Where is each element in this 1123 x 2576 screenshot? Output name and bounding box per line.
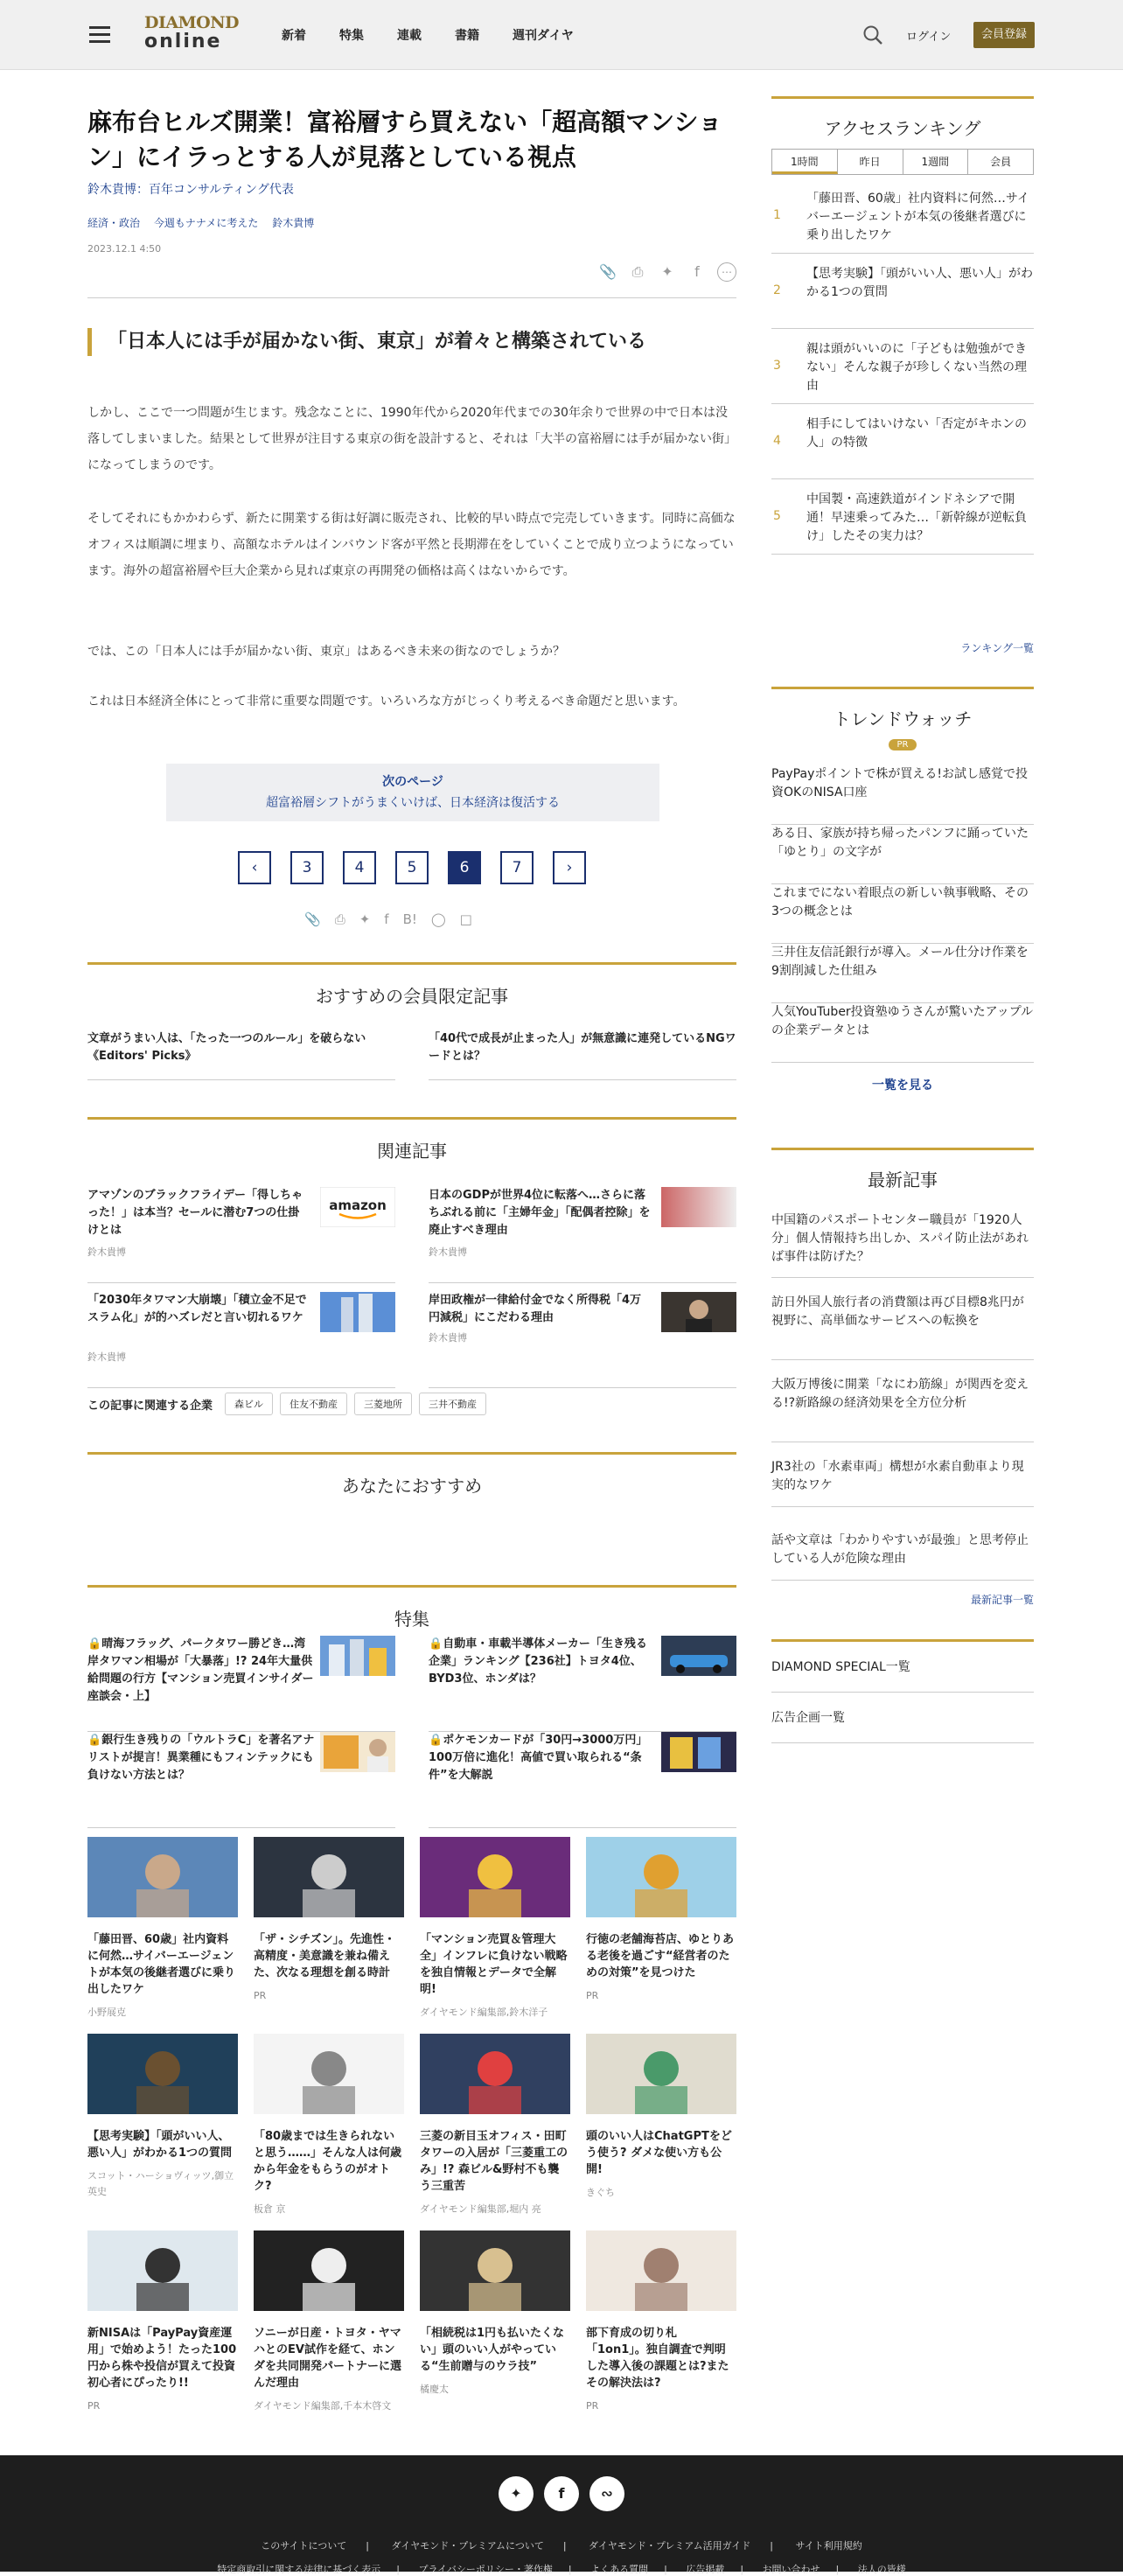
card-author: 板倉 京 bbox=[254, 2203, 286, 2215]
prev-page-icon[interactable]: ‹ bbox=[238, 851, 271, 884]
ad-link[interactable]: 広告企画一覧 bbox=[771, 1693, 1034, 1743]
footer-link[interactable]: ダイヤモンド・プレミアムについて bbox=[391, 2540, 544, 2552]
card-thumbnail bbox=[254, 2034, 404, 2114]
next-page-title: 超富裕層シフトがうまくいけば、日本経済は復活する bbox=[266, 796, 560, 810]
section-heading: 「日本人には手が届かない街、東京」が着々と構築されている bbox=[87, 328, 736, 356]
lock-icon: 🔒 bbox=[87, 1637, 102, 1651]
site-logo[interactable] bbox=[144, 13, 240, 52]
footer-link[interactable]: よくある質問 bbox=[590, 2564, 649, 2575]
twitter-icon[interactable]: ✦ bbox=[499, 2476, 534, 2511]
card-title: ソニーが日産・トヨタ・ヤマハとのEV試作を経て、ホンダを共同開発パートナーに選んだ理由 bbox=[254, 2327, 402, 2390]
facebook-icon[interactable]: f bbox=[384, 911, 389, 927]
feature-title bbox=[429, 1636, 658, 1688]
latest-item[interactable]: 中国籍のパスポートセンター職員が「1920人分」個人情報持ち出しか、スパイ防止法があれば事件は防げた？ bbox=[771, 1211, 1034, 1278]
site-header bbox=[0, 0, 1123, 70]
trend-heading-text: トレンドウォッチ bbox=[833, 709, 973, 730]
pokemon-card-thumbnail bbox=[661, 1732, 736, 1772]
bank-thumbnail bbox=[320, 1732, 395, 1772]
share-bar-bottom bbox=[304, 911, 472, 927]
clip-icon[interactable]: 📎 bbox=[599, 263, 617, 280]
tower-thumbnail bbox=[320, 1292, 395, 1332]
ranking-title: 「藤田晋、60歳」社内資料に何然…サイバーエージェントが本気の後継者選びに乗り出したワケ bbox=[806, 192, 1029, 242]
ranking-item[interactable] bbox=[771, 404, 1034, 479]
card-article[interactable] bbox=[586, 1837, 736, 2004]
related-title: アマゾンのブラックフライデー「得しちゃった！」は本当？セールに潜む7つの仕掛けとは bbox=[87, 1189, 303, 1237]
print-icon[interactable]: ⎙ bbox=[334, 911, 345, 927]
related-article[interactable] bbox=[429, 1187, 736, 1283]
trend-item[interactable]: 人気YouTuber投資塾ゆうさんが驚いたアップルの企業データとは bbox=[771, 1003, 1034, 1063]
card-author: PR bbox=[254, 1990, 267, 2001]
ranking-item[interactable] bbox=[771, 329, 1034, 404]
rank-number: 2 bbox=[773, 283, 781, 297]
related-title: 日本のGDPが世界4位に転落へ…さらに落ちぶれる前に「主婦年金」「配偶者控除」を廃止すべき理由 bbox=[429, 1189, 651, 1237]
card-title: 「相続税は1円も払いたくない」頭のいい人がやっている“生前贈与のウラ技” bbox=[420, 2327, 565, 2373]
card-thumbnail bbox=[420, 1837, 570, 1917]
footer-link[interactable]: サイト利用規約 bbox=[795, 2540, 862, 2552]
tab-1hour[interactable]: 1時間 bbox=[772, 150, 838, 174]
latest-item[interactable]: 話や文章は「わかりやすいが最強」と思考停止している人が危険な理由 bbox=[771, 1532, 1034, 1581]
menu-icon[interactable] bbox=[89, 26, 110, 44]
clip-icon[interactable]: 📎 bbox=[304, 911, 321, 927]
trend-more-link[interactable]: 一覧を見る bbox=[872, 1079, 933, 1093]
card-author: PR bbox=[586, 1990, 599, 2001]
nav-series[interactable]: 連載 bbox=[397, 29, 422, 43]
feature-title-text: 銀行生き残りの「ウルトラC」を著名アナリストが提言！異業種にもフィンテックにも負けない方法とは？ bbox=[87, 1734, 315, 1782]
facebook-icon[interactable]: f bbox=[694, 263, 700, 280]
nav-books[interactable]: 書籍 bbox=[455, 29, 479, 43]
paragraph: では、この「日本人には手が届かない街、東京」はあるべき未来の街なのでしょうか？ bbox=[87, 645, 565, 659]
company-tag[interactable]: 森ビル bbox=[225, 1393, 273, 1415]
logo-bottom: online bbox=[144, 31, 222, 52]
print-icon[interactable]: ⎙ bbox=[631, 263, 644, 280]
pagination bbox=[238, 851, 605, 884]
latest-more-link[interactable]: 最新記事一覧 bbox=[970, 1594, 1034, 1606]
article-date: 2023.12.1 4:50 bbox=[87, 243, 162, 255]
ranking-title: 【思考実験】「頭がいい人、悪い人」がわかる1つの質問 bbox=[806, 267, 1033, 299]
login-link[interactable]: ログイン bbox=[906, 31, 952, 44]
rank-number: 3 bbox=[773, 359, 781, 373]
card-author: ダイヤモンド編集部,鈴木洋子 bbox=[420, 2007, 548, 2018]
card-thumbnail bbox=[87, 2034, 238, 2114]
card-title: 「マンション売買＆管理大全」インフレに負けない戦略を独自情報とデータで全解明! bbox=[420, 1933, 568, 1996]
feature-article[interactable] bbox=[87, 1732, 395, 1828]
search-icon[interactable] bbox=[862, 24, 883, 45]
lock-icon: 🔒 bbox=[429, 1734, 443, 1747]
footer-link[interactable]: ダイヤモンド・プレミアム活用ガイド bbox=[589, 2540, 751, 2552]
tag-link[interactable]: 鈴木貴博 bbox=[272, 217, 315, 229]
feature-title-text: 自動車・車載半導体メーカー「生き残る企業」ランキング【236社】トヨタ4位、BYD3位、ホンダは？ bbox=[429, 1637, 647, 1686]
rank-number: 4 bbox=[773, 434, 781, 448]
card-title: 行徳の老舗海苔店、ゆとりある老後を過ごす“経営者のための対策”を見つけた bbox=[586, 1933, 735, 1979]
related-title: 岸田政権が一律給付金でなく所得税「4万円減税」にこだわる理由 bbox=[429, 1294, 642, 1324]
card-title: 三菱の新目玉オフィス・田町タワーの入居が「三菱重工のみ」!? 森ビル&野村不も襲う三重苦 bbox=[420, 2130, 568, 2193]
ranking-item[interactable] bbox=[771, 178, 1034, 254]
card-author: ダイヤモンド編集部,堀内 亮 bbox=[420, 2203, 541, 2215]
card-title: 「藤田晋、60歳」社内資料に何然…サイバーエージェントが本気の後継者選びに乗り出したワケ bbox=[87, 1933, 236, 1996]
nav-features[interactable]: 特集 bbox=[339, 29, 364, 43]
card-article[interactable] bbox=[586, 2034, 736, 2201]
divider bbox=[87, 297, 736, 298]
companies-label: この記事に関連する企業 bbox=[87, 1399, 213, 1413]
pocket-icon[interactable]: □ bbox=[459, 911, 472, 927]
tab-1week[interactable]: 1週間 bbox=[903, 150, 969, 174]
logo-top: DIAMOND bbox=[144, 13, 240, 32]
tab-member[interactable]: 会員 bbox=[968, 150, 1033, 174]
company-tag[interactable]: 住友不動産 bbox=[280, 1393, 347, 1415]
member-article[interactable]: 「40代で成長が止まった人」が無意識に連発しているNGワードとは？ bbox=[429, 1030, 736, 1080]
tab-yesterday[interactable]: 昨日 bbox=[838, 150, 903, 174]
footer-links-2: 特定商取引に関する法律に基づく表示 | プライバシーポリシー・著作権 | よくある質問 | 広告掲載 | お問い合わせ | 法人の皆様 bbox=[217, 2564, 906, 2575]
feature-title-text: ポケモンカードが「30円→3000万円」100万倍に進化！高値で買い取られる“条件”を大解説 bbox=[429, 1734, 648, 1782]
card-author: きぐち bbox=[586, 2187, 615, 2198]
card-thumbnail bbox=[87, 2230, 238, 2311]
paragraph: そしてそれにもかかわらず、新たに開業する街は好調に販売され、比較的早い時点で完売していきます。同時に高価なオフィスは順調に埋まり、高額なホテルはインバウンド客が平然と長期滞在をしていくことで成り立つようになっています。海外の超富裕層や巨大企業から見れば東京の再開発の価格は高くはないからです。 bbox=[87, 512, 736, 578]
member-heading: おすすめの会員限定記事 bbox=[87, 962, 736, 1008]
ranking-title: 親は頭がいいのに「子どもは勉強ができない」そんな親子が珍しくない当然の理由 bbox=[806, 342, 1027, 393]
gdp-thumbnail bbox=[661, 1187, 736, 1227]
rank-number: 1 bbox=[773, 208, 781, 222]
footer-link[interactable]: 法人の皆様 bbox=[857, 2564, 906, 2575]
related-companies bbox=[87, 1393, 493, 1415]
nav-new[interactable]: 新着 bbox=[282, 29, 306, 43]
ranking-title: 中国製・高速鉄道がインドネシアで開通！早速乗ってみた…「新幹線が逆転負け」したその実力は？ bbox=[806, 492, 1027, 543]
card-title: 新NISAは「PayPay資産運用」で始めよう！たった100円から株や投信が買えて投資初心者にぴったり!! bbox=[87, 2327, 237, 2390]
card-author: スコット・ハーショヴィッツ,御立英史 bbox=[87, 2170, 234, 2197]
feature-article[interactable] bbox=[429, 1732, 736, 1828]
article-tags bbox=[87, 215, 324, 230]
rank-number: 5 bbox=[773, 509, 781, 523]
card-title: 部下育成の切り札「1on1」。独自調査で判明した導入後の課題とは?またその解決法は? bbox=[586, 2327, 729, 2390]
harumi-thumbnail bbox=[320, 1636, 395, 1676]
article-title: 麻布台ヒルズ開業！富裕層すら買えない「超高額マンション」にイラっとする人が見落としている視点 bbox=[87, 108, 722, 171]
latest-item[interactable]: 大阪万博後に開業「なにわ筋線」が関西を変える!?新路線の経済効果を全方位分析 bbox=[771, 1376, 1034, 1442]
social-icons bbox=[499, 2476, 624, 2511]
card-thumbnail bbox=[586, 2230, 736, 2311]
paragraph: これは日本経済全体にとって非常に重要な問題です。いろいろな方がじっくり考えるべき命題だと思います。 bbox=[87, 695, 686, 709]
features-heading: 特集 bbox=[87, 1585, 736, 1630]
nav-weekly[interactable]: 週刊ダイヤ bbox=[513, 29, 574, 43]
footer-link[interactable]: お問い合わせ bbox=[762, 2564, 820, 2575]
related-title: 「2030年タワマン大崩壊」「積立金不足でスラム化」が的ハズレだと言い切れるワケ bbox=[87, 1294, 307, 1324]
feature-article[interactable] bbox=[429, 1636, 736, 1732]
ranking-item[interactable] bbox=[771, 254, 1034, 329]
card-article[interactable] bbox=[254, 2034, 404, 2217]
company-tag[interactable]: 三井不動産 bbox=[419, 1393, 486, 1415]
card-article[interactable] bbox=[254, 1837, 404, 2004]
ranking-item[interactable] bbox=[771, 479, 1034, 555]
footer-links: このサイトについて | ダイヤモンド・プレミアムについて | ダイヤモンド・プレミアム活用ガイド | サイト利用規約 bbox=[261, 2540, 862, 2552]
page-link[interactable]: 7 bbox=[500, 851, 534, 884]
ranking-tabs bbox=[771, 149, 1034, 175]
card-article[interactable] bbox=[87, 2230, 238, 2414]
next-page-icon[interactable]: › bbox=[553, 851, 586, 884]
footer-link[interactable]: このサイトについて bbox=[261, 2540, 347, 2552]
ranking-heading: アクセスランキング bbox=[771, 96, 1034, 140]
amazon-thumbnail bbox=[320, 1187, 395, 1227]
lock-icon: 🔒 bbox=[429, 1637, 443, 1651]
global-nav bbox=[282, 26, 607, 44]
more-icon[interactable]: ⋯ bbox=[717, 262, 736, 282]
feature-title bbox=[429, 1732, 658, 1784]
recommend-heading: あなたにおすすめ bbox=[87, 1452, 736, 1497]
share-bar bbox=[598, 262, 736, 282]
page-link[interactable]: 5 bbox=[395, 851, 429, 884]
trend-heading bbox=[771, 687, 1034, 751]
ranking-title: 相手にしてはいけない「否定がキホンの人」の特徴 bbox=[806, 417, 1027, 450]
card-title: 【思考実験】「頭がいい人、悪い人」がわかる1つの質問 bbox=[87, 2130, 233, 2160]
register-button[interactable]: 会員登録 bbox=[973, 22, 1035, 48]
related-article[interactable] bbox=[87, 1292, 395, 1388]
card-thumbnail bbox=[420, 2034, 570, 2114]
card-article[interactable] bbox=[254, 2230, 404, 2414]
card-thumbnail bbox=[87, 1837, 238, 1917]
hatena-icon[interactable]: B! bbox=[402, 911, 417, 927]
related-author: 鈴木貴博 bbox=[87, 1351, 126, 1363]
latest-heading: 最新記事 bbox=[771, 1148, 1034, 1191]
twitter-icon[interactable]: ✦ bbox=[359, 911, 371, 927]
card-author: PR bbox=[586, 2400, 599, 2412]
feature-title bbox=[87, 1636, 317, 1706]
next-page-label: 次のページ bbox=[382, 775, 443, 789]
card-article[interactable] bbox=[87, 1837, 238, 2021]
card-article[interactable] bbox=[87, 2034, 238, 2200]
trend-item[interactable]: ある日、家族が持ち帰ったパンフに踊っていた「ゆとり」の文字が bbox=[771, 825, 1034, 884]
card-author: 小野展克 bbox=[87, 2007, 126, 2018]
line-icon[interactable]: ◯ bbox=[430, 911, 446, 927]
pr-badge: PR bbox=[889, 739, 917, 750]
card-author: ダイヤモンド編集部,千本木啓文 bbox=[254, 2400, 392, 2412]
page-link[interactable]: 4 bbox=[343, 851, 376, 884]
next-page-box[interactable] bbox=[166, 764, 659, 821]
current-page: 6 bbox=[448, 851, 481, 884]
member-article[interactable]: 文章がうまい人は、「たった一つのルール」を破らない《Editors' Picks》 bbox=[87, 1030, 395, 1080]
tag-link[interactable]: 経済・政治 bbox=[87, 217, 141, 229]
site-footer bbox=[0, 2455, 1123, 2575]
card-article[interactable] bbox=[586, 2230, 736, 2414]
related-author: 鈴木貴博 bbox=[87, 1246, 126, 1258]
card-title: 「80歳までは生きられないと思う……」そんな人は何歳から年金をもらうのがオトク? bbox=[254, 2130, 402, 2193]
card-title: 「ザ・シチズン」。先進性・高精度・美意識を兼ね備えた、次なる理想を創る時計 bbox=[254, 1933, 395, 1979]
footer-link[interactable]: 特定商取引に関する法律に基づく表示 bbox=[217, 2564, 381, 2575]
kishida-thumbnail bbox=[661, 1292, 736, 1332]
footer-link[interactable]: プライバシーポリシー・著作権 bbox=[418, 2564, 553, 2575]
card-author: PR bbox=[87, 2400, 101, 2412]
card-thumbnail bbox=[420, 2230, 570, 2311]
trend-item[interactable]: PayPayポイントで株が買える!お試し感覚で投資OKのNISA口座 bbox=[771, 765, 1034, 825]
lock-icon: 🔒 bbox=[87, 1734, 102, 1747]
facebook-icon[interactable]: f bbox=[544, 2476, 579, 2511]
card-author: 橘慶太 bbox=[420, 2384, 449, 2395]
card-article[interactable] bbox=[420, 2230, 570, 2398]
car-thumbnail bbox=[661, 1636, 736, 1676]
special-link[interactable]: DIAMOND SPECIAL一覧 bbox=[771, 1642, 1034, 1693]
card-title: 頭のいい人はChatGPTをどう使う? ダメな使い方も公開! bbox=[586, 2130, 732, 2176]
tag-link[interactable]: 今週もナナメに考えた bbox=[153, 217, 259, 229]
related-article[interactable] bbox=[429, 1292, 736, 1388]
trend-item[interactable]: これまでにない着眼点の新しい執事戦略、その3つの概念とは bbox=[771, 884, 1034, 944]
feature-title bbox=[87, 1732, 317, 1784]
rss-icon[interactable]: ∾ bbox=[589, 2476, 624, 2511]
related-author: 鈴木貴博 bbox=[429, 1246, 467, 1258]
related-author: 鈴木貴博 bbox=[429, 1332, 467, 1344]
footer-link[interactable]: 広告掲載 bbox=[686, 2564, 725, 2575]
company-tag[interactable]: 三菱地所 bbox=[354, 1393, 412, 1415]
latest-item[interactable]: 訪日外国人旅行者の消費額は再び目標8兆円が視野に、高単価なサービスへの転換を bbox=[771, 1294, 1034, 1360]
card-thumbnail bbox=[586, 1837, 736, 1917]
page-link[interactable]: 3 bbox=[290, 851, 324, 884]
card-thumbnail bbox=[254, 2230, 404, 2311]
paragraph: しかし、ここで一つ問題が生じます。残念なことに、1990年代から2020年代までの30年余りで世界の中で日本は没落してしまいました。結果として世界が注目する東京の街を設計すると、それは「大半の富裕層には手が届かない街」になってしまうのです。 bbox=[87, 406, 736, 472]
feature-article[interactable] bbox=[87, 1636, 395, 1732]
ranking-more-link[interactable]: ランキング一覧 bbox=[960, 642, 1034, 654]
svg-text:amazon: amazon bbox=[329, 1197, 387, 1213]
related-article[interactable] bbox=[87, 1187, 395, 1283]
card-article[interactable] bbox=[420, 2034, 570, 2217]
card-thumbnail bbox=[254, 1837, 404, 1917]
feature-title-text: 晴海フラッグ、パークタワー勝どき…湾岸タワマン相場が「大暴落」!? 24年大量供給問題の行方【マンション売買インサイダー座談会・上】 bbox=[87, 1637, 314, 1703]
article-author[interactable]: 鈴木貴博：百年コンサルティング代表 bbox=[87, 183, 294, 197]
card-article[interactable] bbox=[420, 1837, 570, 2021]
related-heading: 関連記事 bbox=[87, 1117, 736, 1162]
twitter-icon[interactable]: ✦ bbox=[661, 263, 673, 280]
trend-item[interactable]: 三井住友信託銀行が導入。メール仕分け作業を9割削減した仕組み bbox=[771, 944, 1034, 1003]
latest-item[interactable]: JR3社の「水素車両」構想が水素自動車より現実的なワケ bbox=[771, 1458, 1034, 1507]
card-thumbnail bbox=[586, 2034, 736, 2114]
